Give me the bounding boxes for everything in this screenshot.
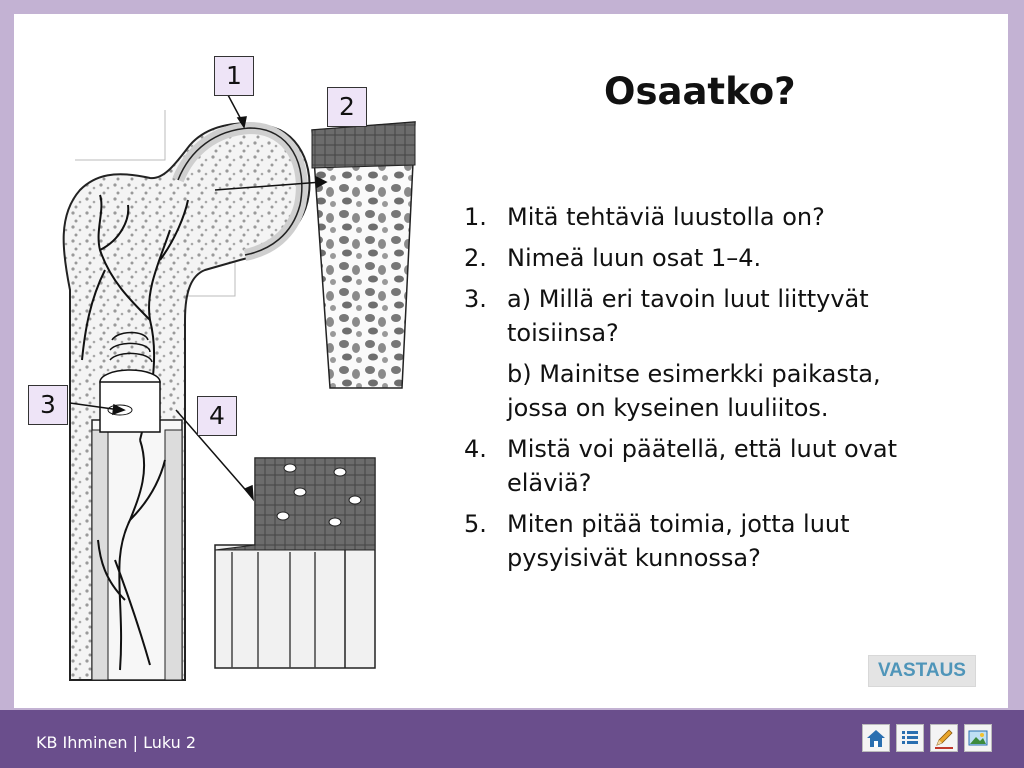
slide-title: Osaatko? [604, 70, 796, 113]
diagram-label-1: 1 [214, 56, 254, 96]
question-number: 2. [464, 244, 487, 272]
question-text: Mitä tehtäviä luustolla on? [507, 203, 825, 231]
slide [14, 14, 1008, 708]
question-text: Miten pitää toimia, jotta luut pysyisivät kunnossa? [507, 510, 850, 572]
home-button[interactable] [862, 724, 890, 752]
footer-text: KB Ihminen | Luku 2 [36, 733, 197, 752]
question-item [464, 432, 964, 500]
pencil-icon [931, 725, 957, 751]
question-number: 1. [464, 203, 487, 231]
edit-button[interactable] [930, 724, 958, 752]
list-icon [897, 725, 923, 751]
question-item [464, 282, 964, 350]
list-button[interactable] [896, 724, 924, 752]
question-text: Mistä voi päätellä, että luut ovat eläviä? [507, 435, 897, 497]
question-item [464, 507, 964, 575]
diagram-label-3: 3 [28, 385, 68, 425]
diagram-label-2: 2 [327, 87, 367, 127]
question-number: 4. [464, 435, 487, 463]
picture-button[interactable] [964, 724, 992, 752]
picture-icon [965, 725, 991, 751]
question-item [464, 200, 964, 234]
question-number: 5. [464, 510, 487, 538]
question-text: Nimeä luun osat 1–4. [507, 244, 762, 272]
question-text: a) Millä eri tavoin luut liittyvät toisiinsa? [507, 285, 869, 347]
answer-button[interactable]: VASTAUS [868, 655, 976, 687]
question-number: 3. [464, 285, 487, 313]
footer-bar [0, 710, 1024, 768]
question-subitem [507, 357, 964, 425]
diagram-label-4: 4 [197, 396, 237, 436]
home-icon [863, 725, 889, 751]
question-text: b) Mainitse esimerkki paikasta, jossa on kyseinen luuliitos. [507, 360, 881, 422]
question-list [464, 200, 964, 582]
question-item [464, 241, 964, 275]
